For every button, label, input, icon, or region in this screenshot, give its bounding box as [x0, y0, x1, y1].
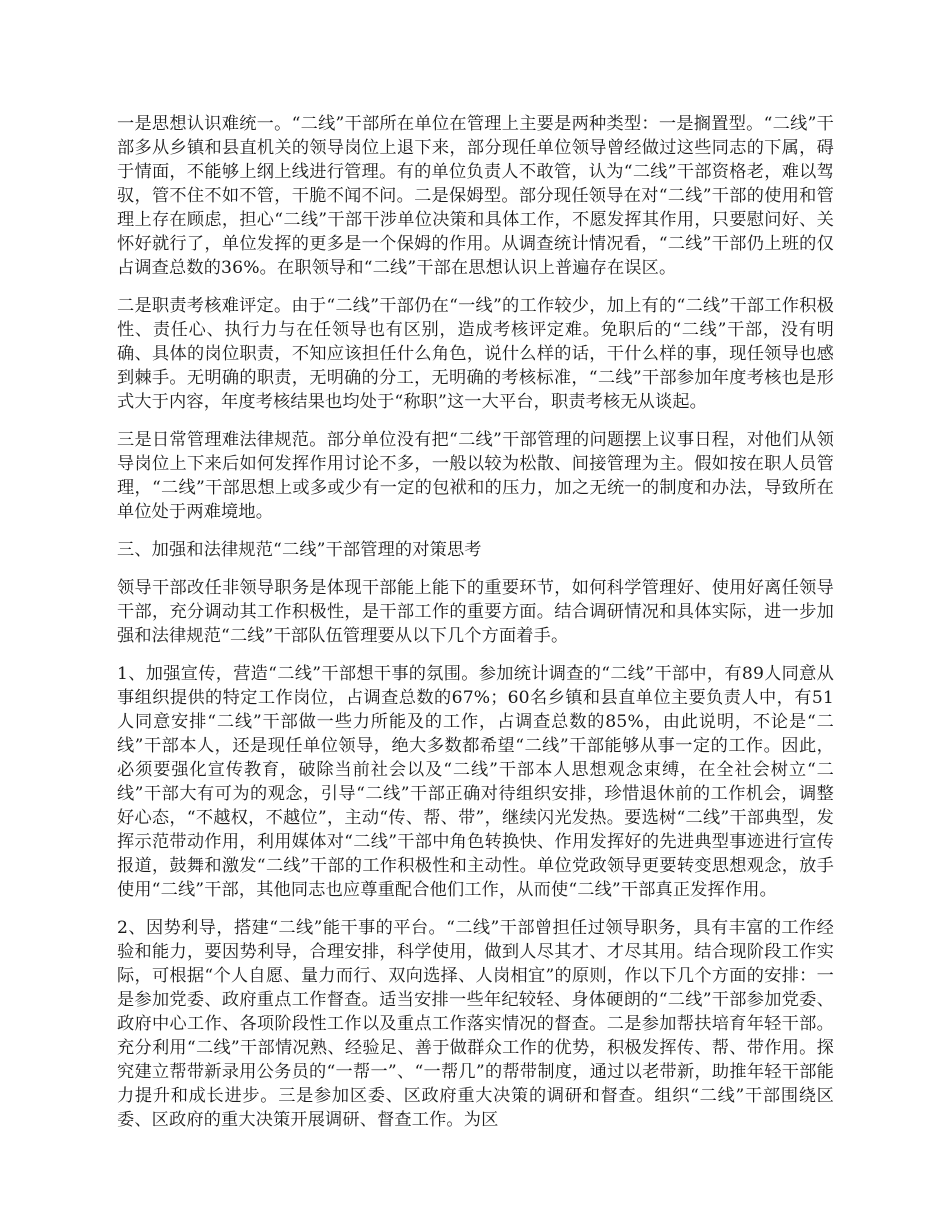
paragraph-item-2-platform: 2、因势利导，搭建“二线”能干事的平台。“二线”干部曾担任过领导职务，具有丰富的工作经验和能力，要因势利导，合理安排，科学使用，做到人尽其才、才尽其用。结合现阶段工作实际，可根据“个人自愿、量力而行、双向选择、人岗相宜”的原则，作以下几个方面的安排：一是参加党委、政府重点工作督查。适当安排一些年纪较轻、身体硬朗的“二线”干部参加党委、政府中心工作、各项阶段性工作以及重点工作落实情况的督查。二是参加帮扶培育年轻干部。充分利用“二线”干部情况熟、经验足、善于做群众工作的优势，积极发挥传、帮、带作用。探究建立帮带新录用公务员的“一帮一”、“一帮几”的帮带制度，通过以老带新，助推年轻干部能力提升和成长进步。三是参加区委、区政府重大决策的调研和督查。组织“二线”干部围绕区委、区政府的重大决策开展调研、督查工作。为区 — [117, 918, 834, 1130]
paragraph-daily-management: 三是日常管理难法律规范。部分单位没有把“二线”干部管理的问题摆上议事日程，对他们从领导岗位上下来后如何发挥作用讨论不多，一般以较为松散、间接管理为主。假如按在职人员管理，“二线”干部思想上或多或少有一定的包袱和的压力，加之无统一的制度和办法，导致所在单位处于两难境地。 — [117, 430, 834, 522]
paragraph-countermeasures-intro: 领导干部改任非领导职务是体现干部能上能下的重要环节，如何科学管理好、使用好离任领导干部，充分调动其工作积极性，是干部工作的重要方面。结合调研情况和具体实际，进一步加强和法律规范“二线”干部队伍管理要从以下几个方面着手。 — [117, 578, 834, 646]
paragraph-thinking-unification: 一是思想认识难统一。“二线”干部所在单位在管理上主要是两种类型：一是搁置型。“二线”干部多从乡镇和县直机关的领导岗位上退下来，部分现任单位领导曾经做过这些同志的下属，碍于情面，不能够上纲上线进行管理。有的单位负责人不敢管，认为“二线”干部资格老，难以驾驭，管不住不如不管，干脆不闻不问。二是保姆型。部分现任领导在对“二线”干部的使用和管理上存在顾虑，担心“二线”干部干涉单位决策和具体工作，不愿发挥其作用，只要慰问好、关怀好就行了，单位发挥的更多是一个保姆的作用。从调查统计情况看，“二线”干部仍上班的仅占调查总数的36%。在职领导和“二线”干部在思想认识上普遍存在误区。 — [117, 114, 834, 278]
section-heading-countermeasures: 三、加强和法律规范“二线”干部管理的对策思考 — [117, 540, 482, 560]
paragraph-duty-assessment: 二是职责考核难评定。由于“二线”干部仍在“一线”的工作较少，加上有的“二线”干部工作积极性、责任心、执行力与在任领导也有区别，造成考核评定难。免职后的“二线”干部，没有明确、具体的岗位职责，不知应该担任什么角色，说什么样的话，干什么样的事，现任领导也感到棘手。无明确的职责，无明确的分工，无明确的考核标准，“二线”干部参加年度考核也是形式大于内容，年度考核结果也均处于“称职”这一大平台，职责考核无从谈起。 — [117, 296, 834, 412]
paragraph-item-1-publicity: 1、加强宣传，营造“二线”干部想干事的氛围。参加统计调查的“二线”干部中，有89人同意从事组织提供的特定工作岗位，占调查总数的67%；60名乡镇和县直单位主要负责人中，有51人同意安排“二线”干部做一些力所能及的工作，占调查总数的85%，由此说明，不论是“二线”干部本人，还是现任单位领导，绝大多数都希望“二线”干部能够从事一定的工作。因此，必须要强化宣传教育，破除当前社会以及“二线”干部本人思想观念束缚，在全社会树立“二线”干部大有可为的观念，引导“二线”干部正确对待组织安排，珍惜退休前的工作机会，调整好心态，“不越权，不越位”，主动“传、帮、带”，继续闪光发热。要选树“二线”干部典型，发挥示范带动作用，利用媒体对“二线”干部中角色转换快、作用发挥好的先进典型事迹进行宣传报道，鼓舞和激发“二线”干部的工作积极性和主动性。单位党政领导更要转变思想观念，放手使用“二线”干部，其他同志也应尊重配合他们工作，从而使“二线”干部真正发挥作用。 — [117, 664, 834, 900]
